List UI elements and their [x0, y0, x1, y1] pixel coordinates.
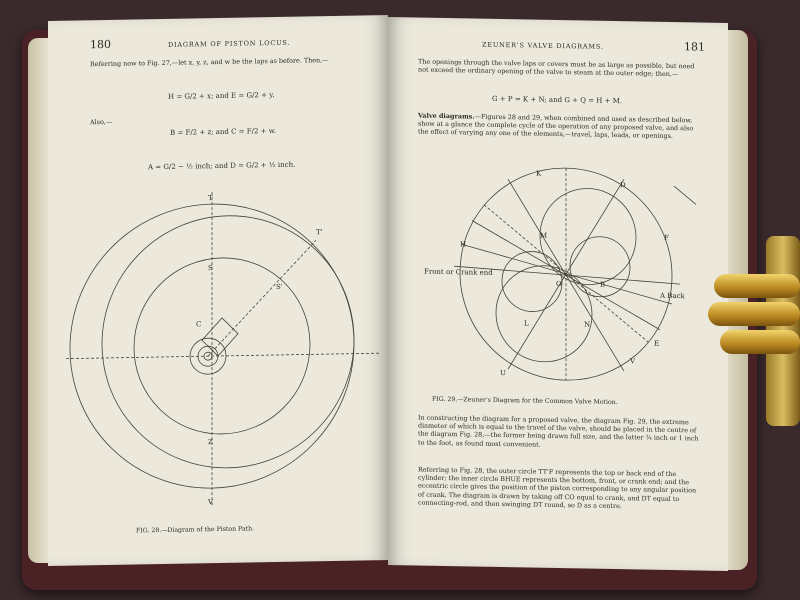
label-s: S — [208, 264, 213, 273]
clasp-finger-3 — [720, 330, 800, 354]
equation-2: B = F/2 + z; and C = F/2 + w. — [170, 126, 277, 137]
equation-3: A = G/2 − ½ inch; and D = G/2 + ½ inch. — [148, 160, 296, 172]
clasp-finger-2 — [708, 302, 800, 326]
label-t-prime: T' — [316, 228, 323, 237]
label-back: A Back — [660, 291, 685, 301]
caption-right: FIG. 29.—Zeuner's Diagram for the Common Valve Motion. — [432, 395, 618, 407]
valve-diagrams-heading: Valve diagrams. — [418, 111, 475, 121]
also-text: Also,— — [90, 117, 113, 127]
valve-diagrams-body: —Figures 28 and 29, when combined and used as described below, show at a glance the complete cycle of the operation of any proposed valve, and also the effect of varying any one of the elements,—travel, laps, leads, or openings. — [418, 112, 694, 141]
para-valve-diagrams — [418, 112, 700, 142]
equation-openings: G + P = K + N; and G + Q = H + M. — [492, 94, 623, 106]
label-d: D — [620, 181, 626, 190]
clasp-finger-1 — [714, 274, 800, 298]
label-m: M — [540, 231, 548, 240]
label-v: V — [208, 498, 214, 507]
para-constructing: In constructing the diagram for a proposed valve, the diagram Fig. 29, the extreme diameter of which is equal to the travel of the valve, should be placed in the centre of the diagram Fig. 28,—the former being drawn full size, and the latter ¾ inch or 1 inch to the foot, as found most convenient. — [418, 413, 699, 449]
label-s-prime: S' — [276, 282, 283, 291]
para-referring: Referring to Fig. 28, the outer circle TT'F represents the top or back end of the cylinder; the inner circle BHUE represents the bottom, front, or crank end; and the eccentric circle gives the position of the piston corresponding to any angular position of crank. The diagram is drawn by taking off CO equal to crank, and DT equal to connecting-rod, and then swinging DT round, so D as a centre. — [418, 465, 697, 510]
piston-path-diagram — [62, 183, 382, 509]
label-h: H — [460, 240, 467, 249]
label-t: T — [208, 194, 213, 203]
label-o: O — [556, 279, 562, 289]
intro-text: Referring now to Fig. 27,—let x, y, z, and w be the laps as before. Then,— — [90, 56, 329, 69]
label-l: L — [524, 319, 529, 328]
label-c: C — [196, 320, 202, 329]
left-page — [48, 15, 388, 566]
caption-left: FIG. 28.—Diagram of the Piston Path. — [136, 525, 255, 535]
label-n: N — [584, 320, 591, 329]
zeuner-diagram — [424, 154, 704, 399]
running-head-right: ZEUNER'S VALVE DIAGRAMS. — [482, 40, 604, 51]
page-number-left: 180 — [90, 37, 111, 52]
label-z: Z — [208, 438, 213, 447]
right-page — [388, 17, 728, 571]
label-b: B — [600, 280, 606, 289]
label-e: E — [654, 339, 660, 348]
label-v-right: V — [630, 357, 636, 366]
para-openings: The openings through the valve laps or covers must be as large as possible, but need not exceed the ordinary opening of the valve to steam at the outer edge; then,— — [418, 57, 695, 79]
brass-clasp — [706, 236, 800, 426]
label-front: Front or Crank end — [424, 267, 493, 277]
equation-1: H = G/2 + x; and E = G/2 + y. — [168, 91, 275, 101]
page-number-right: 181 — [684, 40, 705, 54]
label-k: K — [536, 169, 542, 178]
running-head-left: DIAGRAM OF PISTON LOCUS. — [168, 38, 291, 49]
label-f: F — [664, 233, 669, 242]
label-u: U — [500, 368, 506, 378]
